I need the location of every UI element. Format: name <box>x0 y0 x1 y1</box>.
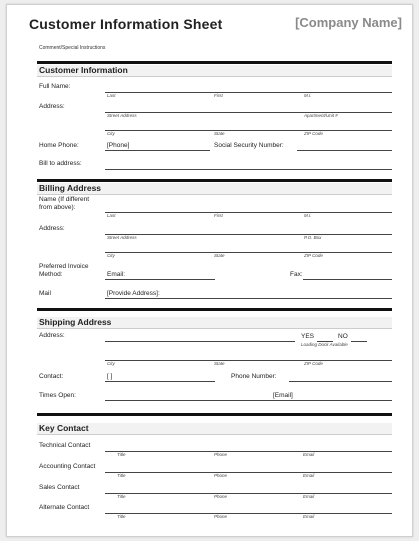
address-label: Address: <box>39 103 65 110</box>
billing-name-label-1: Name (If different <box>39 196 90 203</box>
billing-sub-street: Street Address <box>107 235 137 240</box>
times-open-label: Times Open: <box>39 392 76 399</box>
name-sub-last: Last <box>107 93 116 98</box>
shipping-heading: Shipping Address <box>37 317 392 329</box>
email-sub: Email <box>303 452 315 457</box>
home-phone-label: Home Phone: <box>39 142 79 149</box>
alternate-contact-field[interactable] <box>105 513 392 514</box>
pref-invoice-label-1: Preferred Invoice <box>39 263 89 270</box>
home-phone-value[interactable]: [Phone] <box>107 142 130 149</box>
shipping-email-field[interactable] <box>273 400 392 401</box>
state-sub: State <box>214 131 225 136</box>
shipping-city-field[interactable] <box>105 360 392 361</box>
billing-state-sub: State <box>214 253 225 258</box>
contact-field[interactable] <box>105 381 215 382</box>
billing-fax-field[interactable] <box>303 279 392 280</box>
bill-to-field[interactable] <box>105 169 392 170</box>
billing-address-label: Address: <box>39 225 65 232</box>
no-label[interactable]: NO <box>338 333 348 340</box>
times-open-field[interactable] <box>105 400 277 401</box>
comment-label: Comment/Special Instructions <box>39 45 106 51</box>
bill-to-label: Bill to address: <box>39 160 82 167</box>
email-sub: Email <box>303 514 315 519</box>
city-field[interactable] <box>105 130 392 131</box>
full-name-field[interactable] <box>105 92 392 93</box>
address-sub-apt: Apartment/Unit # <box>304 113 338 118</box>
billing-name-sub-first: First <box>214 213 223 218</box>
form-page <box>6 4 413 537</box>
phone-sub: Phone <box>214 452 228 457</box>
shipping-zip-sub: ZIP Code <box>304 361 323 366</box>
section-divider <box>37 308 392 311</box>
zip-sub: ZIP Code <box>304 131 323 136</box>
section-divider <box>37 413 392 416</box>
customer-info-heading: Customer Information <box>37 65 392 77</box>
contact-label: Contact: <box>39 373 64 380</box>
billing-address-field[interactable] <box>105 234 392 235</box>
shipping-city-sub: City <box>107 361 115 366</box>
ssn-field[interactable] <box>297 150 392 151</box>
billing-name-label-2: from above): <box>39 204 76 211</box>
mail-value[interactable]: [Provide Address]: <box>107 290 160 297</box>
home-phone-field[interactable] <box>105 150 210 151</box>
sales-contact-label: Sales Contact <box>39 484 80 491</box>
section-divider <box>37 179 392 182</box>
ssn-label: Social Security Number: <box>214 142 284 149</box>
mail-field[interactable] <box>105 298 392 299</box>
title-sub: Title <box>117 452 126 457</box>
mail-label: Mail <box>39 290 51 297</box>
title-sub: Title <box>117 494 126 499</box>
billing-heading: Billing Address <box>37 183 392 195</box>
dock-label: Loading Dock Available <box>301 342 348 347</box>
full-name-label: Full Name: <box>39 83 71 90</box>
alternate-contact-label: Alternate Contact <box>39 504 90 511</box>
shipping-email-value[interactable]: [Email] <box>273 392 293 399</box>
billing-zip-sub: ZIP Code <box>304 253 323 258</box>
billing-name-sub-mi: M.I. <box>304 213 312 218</box>
fax-label: Fax: <box>290 271 303 278</box>
no-field[interactable] <box>351 341 367 342</box>
title-sub: Title <box>117 514 126 519</box>
technical-contact-field[interactable] <box>105 451 392 452</box>
pref-invoice-label-2: Method: <box>39 271 63 278</box>
section-divider <box>37 61 392 64</box>
billing-sub-pobox: P.O. Box <box>304 235 322 240</box>
email-sub: Email <box>303 473 315 478</box>
title-sub: Title <box>117 473 126 478</box>
address-field[interactable] <box>105 112 392 113</box>
shipping-address-label: Address: <box>39 332 65 339</box>
billing-name-field[interactable] <box>105 212 392 213</box>
email-label: Email: <box>107 271 126 278</box>
billing-email-field[interactable] <box>105 279 215 280</box>
page-title: Customer Information Sheet <box>29 16 223 32</box>
technical-contact-label: Technical Contact <box>39 442 91 449</box>
contact-value[interactable]: [ ] <box>107 373 113 380</box>
phone-number-label: Phone Number: <box>231 373 277 380</box>
billing-name-sub-last: Last <box>107 213 116 218</box>
city-sub: City <box>107 131 115 136</box>
phone-number-field[interactable] <box>289 381 392 382</box>
accounting-contact-label: Accounting Contact <box>39 463 96 470</box>
name-sub-first: First <box>214 93 223 98</box>
company-name[interactable]: [Company Name] <box>295 15 402 30</box>
phone-sub: Phone <box>214 514 228 519</box>
sales-contact-field[interactable] <box>105 493 392 494</box>
phone-sub: Phone <box>214 473 228 478</box>
phone-sub: Phone <box>214 494 228 499</box>
name-sub-mi: M.I. <box>304 93 312 98</box>
shipping-state-sub: State <box>214 361 225 366</box>
accounting-contact-field[interactable] <box>105 472 392 473</box>
address-sub-street: Street Address <box>107 113 137 118</box>
shipping-address-field[interactable] <box>105 341 295 342</box>
email-sub: Email <box>303 494 315 499</box>
key-contact-heading: Key Contact <box>37 423 392 435</box>
yes-label[interactable]: YES <box>301 333 315 340</box>
billing-city-field[interactable] <box>105 252 392 253</box>
billing-city-sub: City <box>107 253 115 258</box>
